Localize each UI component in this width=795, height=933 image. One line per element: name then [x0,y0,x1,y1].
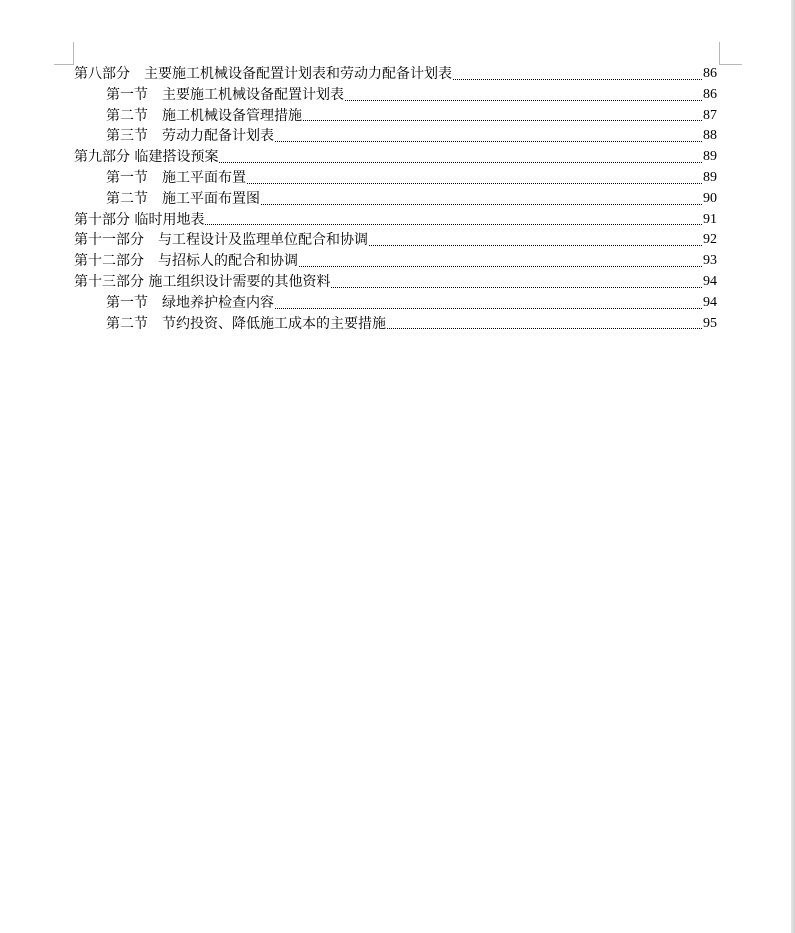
toc-entry-page-number[interactable]: 90 [703,190,717,206]
toc-entry-title[interactable]: 第十三部分 施工组织设计需要的其他资料 [74,273,331,290]
toc-dot-leader [219,162,702,163]
toc-entry[interactable] [74,314,717,335]
table-of-contents [74,64,717,334]
toc-dot-leader [345,100,702,101]
page-edge-shadow [791,0,795,933]
toc-entry-page-number[interactable]: 86 [703,66,717,81]
margin-corner-mark-top-left [54,42,74,65]
toc-entry-page-number[interactable]: 94 [703,294,717,310]
toc-entry-title[interactable]: 第九部分 临建搭设预案 [74,149,219,166]
toc-entry-title[interactable]: 第一节 主要施工机械设备配置计划表 [106,86,344,103]
toc-dot-leader [299,266,702,267]
toc-entry-title[interactable]: 第二节 施工平面布置图 [106,190,260,207]
toc-dot-leader [261,204,702,205]
toc-entry-page-number[interactable]: 88 [703,128,717,144]
toc-dot-leader [331,287,702,288]
toc-dot-leader [369,245,702,246]
toc-dot-leader [275,141,702,142]
toc-dot-leader [453,79,702,80]
toc-entry[interactable] [74,272,717,293]
toc-entry-title[interactable]: 第二节 节约投资、降低施工成本的主要措施 [106,315,386,332]
toc-entry[interactable] [74,251,717,272]
toc-entry-page-number[interactable]: 86 [703,86,717,102]
toc-dot-leader [387,328,702,329]
toc-entry-page-number[interactable]: 94 [703,273,717,289]
toc-entry-page-number[interactable]: 87 [703,107,717,123]
toc-entry[interactable] [74,64,717,85]
toc-entry-title[interactable]: 第一节 施工平面布置 [106,169,246,186]
toc-entry-page-number[interactable]: 91 [703,211,717,227]
toc-entry[interactable] [74,293,717,314]
toc-entry[interactable] [74,147,717,168]
toc-entry[interactable] [74,106,717,127]
toc-dot-leader [205,224,702,225]
toc-entry-title[interactable]: 第三节 劳动力配备计划表 [106,128,274,145]
toc-entry-title[interactable]: 第十二部分 与招标人的配合和协调 [74,253,298,270]
toc-entry-page-number[interactable]: 95 [703,315,717,331]
toc-entry-title[interactable]: 第十一部分 与工程设计及监理单位配合和协调 [74,232,368,249]
toc-dot-leader [275,308,702,309]
toc-entry-page-number[interactable]: 89 [703,169,717,185]
toc-dot-leader [247,183,702,184]
toc-entry[interactable] [74,230,717,251]
toc-entry-title[interactable]: 第八部分 主要施工机械设备配置计划表和劳动力配备计划表 [74,66,452,82]
toc-entry[interactable] [74,210,717,231]
toc-entry-title[interactable]: 第二节 施工机械设备管理措施 [106,107,302,124]
toc-entry-page-number[interactable]: 92 [703,232,717,248]
toc-entry-page-number[interactable]: 93 [703,253,717,269]
margin-corner-mark-top-right [719,42,742,65]
toc-entry-page-number[interactable]: 89 [703,149,717,165]
toc-entry-title[interactable]: 第一节 绿地养护检查内容 [106,294,274,311]
toc-entry-title[interactable]: 第十部分 临时用地表 [74,211,205,228]
toc-entry[interactable] [74,168,717,189]
toc-dot-leader [303,120,702,121]
toc-entry[interactable] [74,126,717,147]
toc-entry[interactable] [74,85,717,106]
toc-entry[interactable] [74,189,717,210]
